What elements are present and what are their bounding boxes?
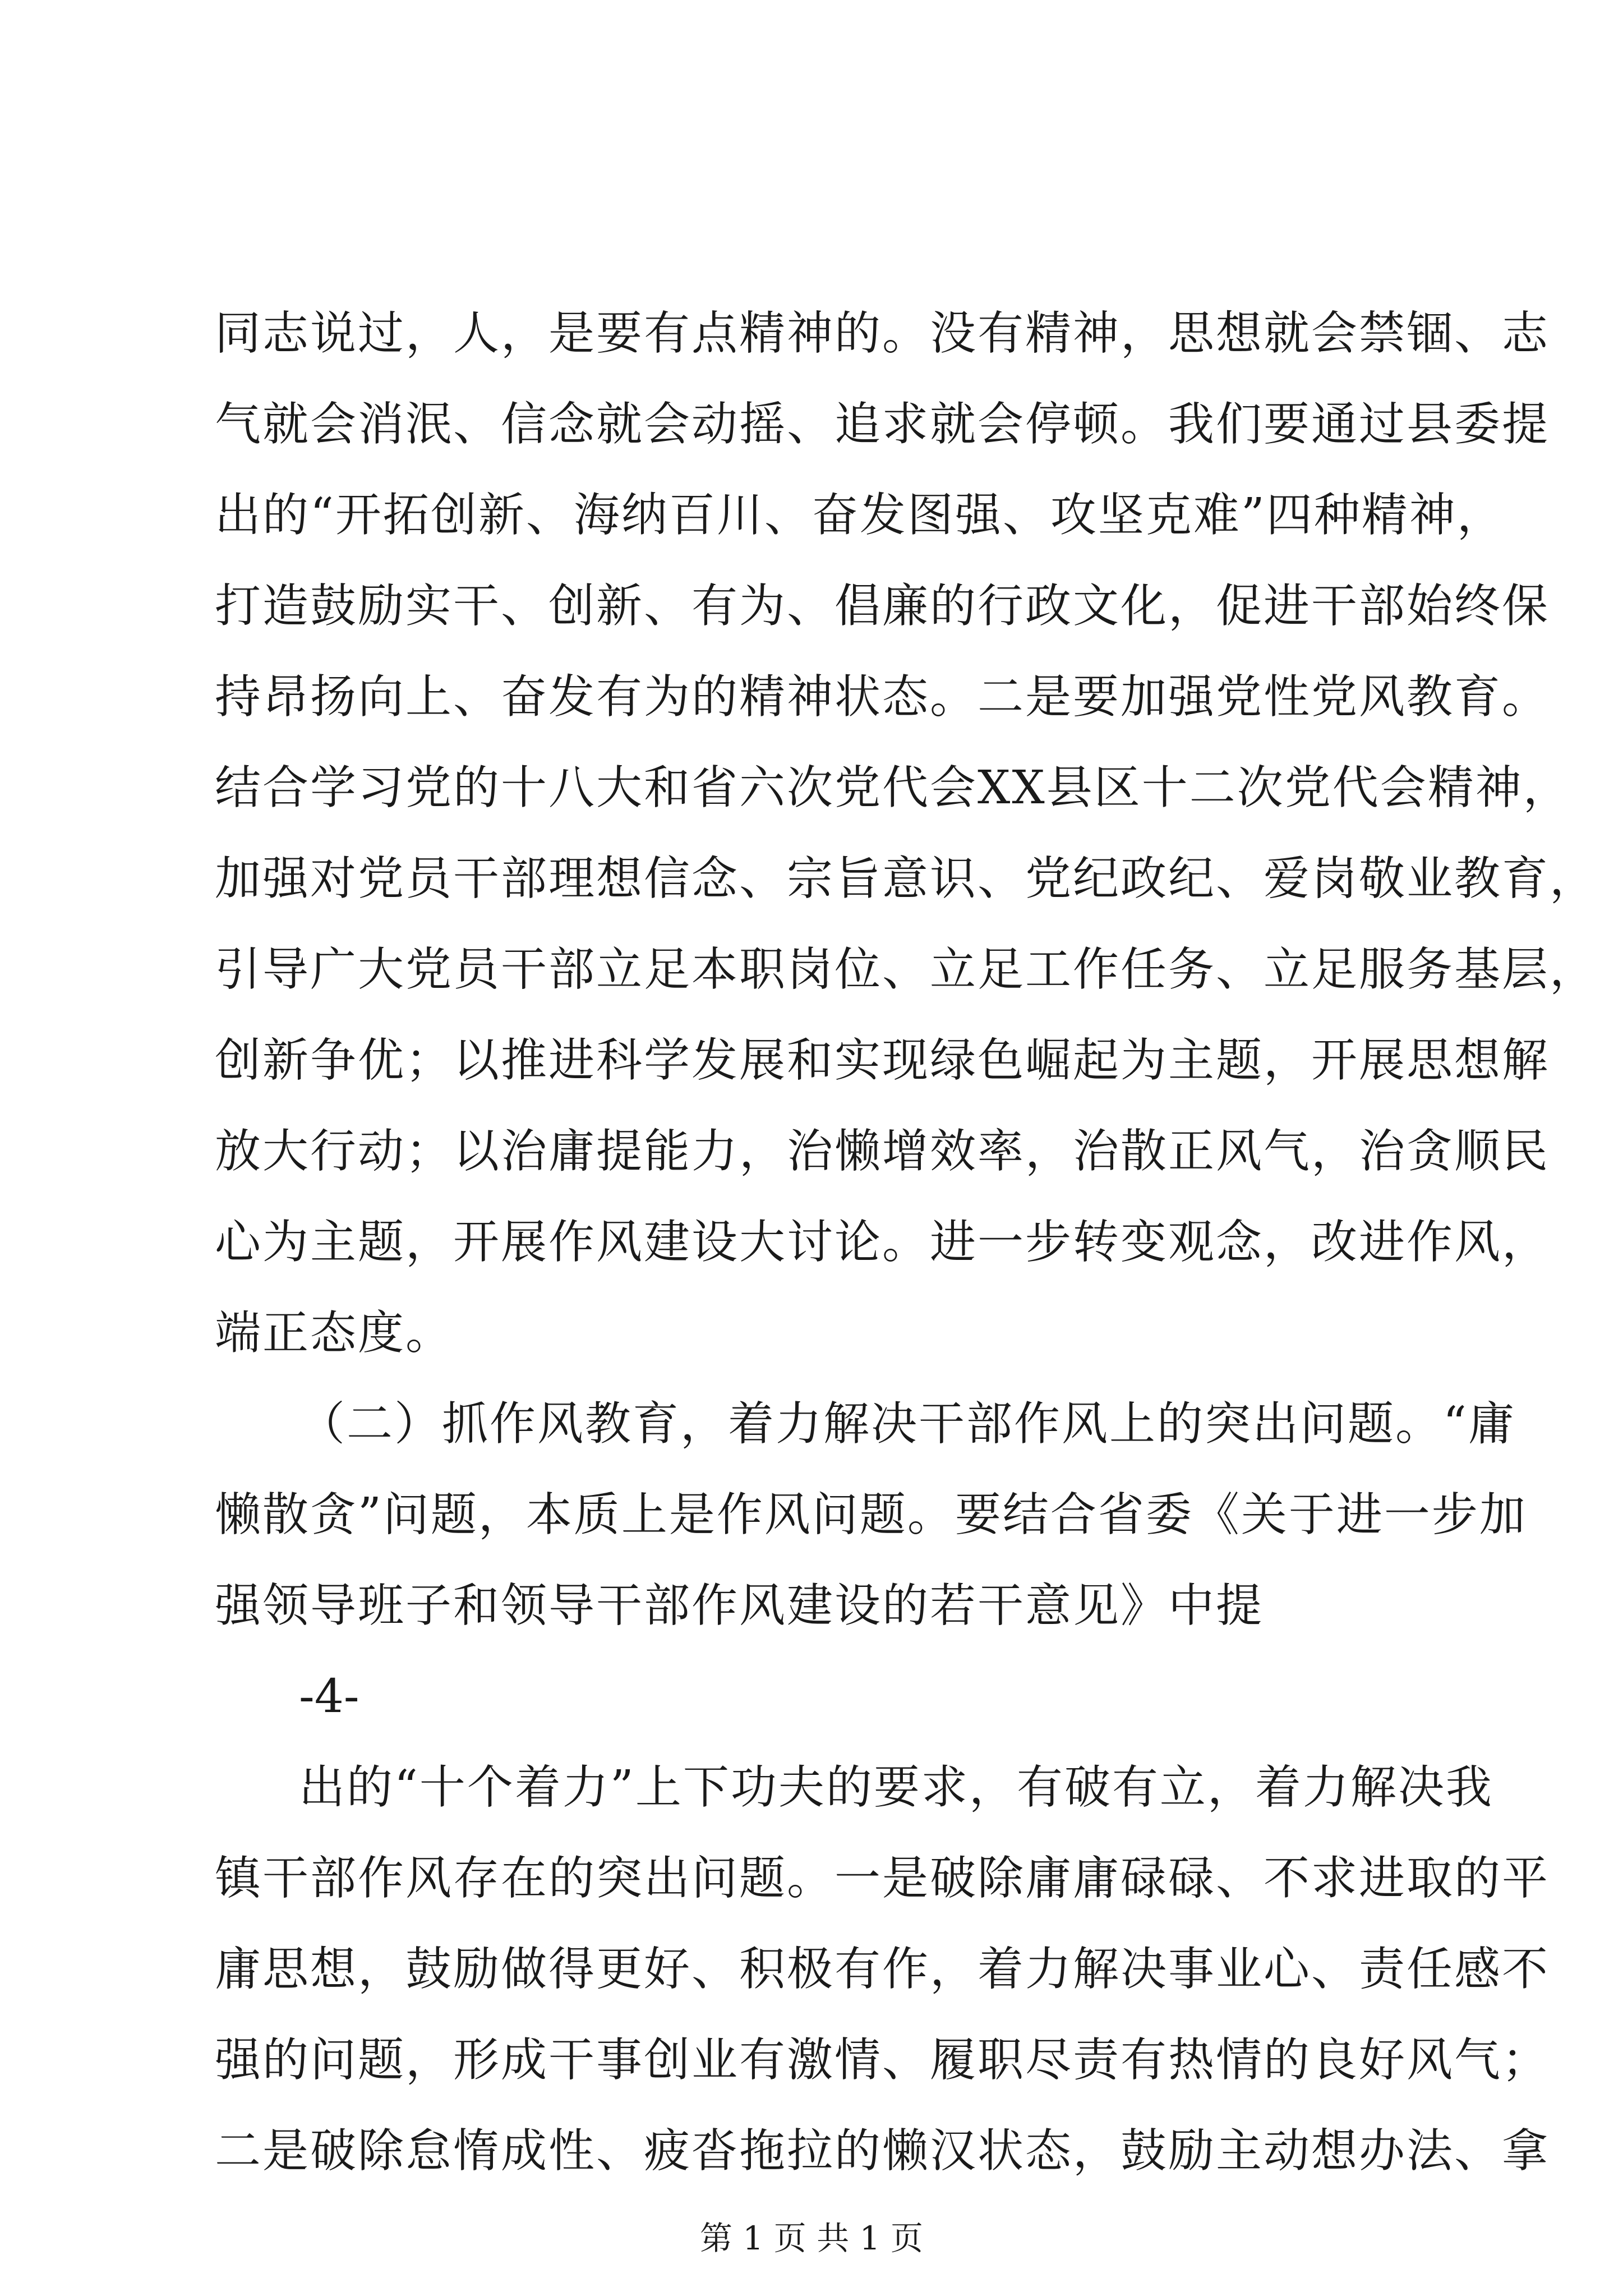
text-line: 心为主题，开展作风建设大讨论。进一步转变观念，改进作风， [215, 1216, 1550, 1269]
text-line: 端正态度。 [215, 1306, 454, 1360]
text-line: 同志说过，人，是要有点精神的。没有精神，思想就会禁锢、志 [215, 307, 1550, 360]
text-line: 加强对党员干部理想信念、宗旨意识、党纪政纪、爱岗敬业教育， [215, 852, 1598, 905]
text-line: 引导广大党员干部立足本职岗位、立足工作任务、立足服务基层， [215, 943, 1598, 996]
text-line: 持昂扬向上、奋发有为的精神状态。二是要加强党性党风教育。 [215, 670, 1550, 724]
text-line: 结合学习党的十八大和省六次党代会XX县区十二次党代会精神， [215, 761, 1571, 815]
text-line: 打造鼓励实干、创新、有为、倡廉的行政文化，促进干部始终保 [215, 579, 1550, 633]
text-line: 出的“十个着力”上下功夫的要求，有破有立，着力解决我 [299, 1761, 1493, 1814]
text-line: 强领导班子和领导干部作风建设的若干意见》中提 [215, 1579, 1264, 1632]
text-line: 出的“开拓创新、海纳百川、奋发图强、攻坚克难”四种精神， [215, 489, 1505, 542]
text-line: 庸思想，鼓励做得更好、积极有作，着力解决事业心、责任感不 [215, 1943, 1550, 1996]
text-line: 二是破除怠惰成性、疲沓拖拉的懒汉状态，鼓励主动想办法、拿 [215, 2124, 1550, 2178]
text-line: 镇干部作风存在的突出问题。一是破除庸庸碌碌、不求进取的平 [215, 1852, 1550, 1905]
text-line: 强的问题，形成干事创业有激情、履职尽责有热情的良好风气； [215, 2033, 1550, 2087]
page-marker: -4- [299, 1670, 359, 1723]
text-line: （二）抓作风教育，着力解决干部作风上的突出问题。“庸 [299, 1397, 1516, 1451]
text-line: 创新争优；以推进科学发展和实现绿色崛起为主题，开展思想解 [215, 1034, 1550, 1087]
text-line: 放大行动；以治庸提能力，治懒增效率，治散正风气，治贪顺民 [215, 1125, 1550, 1178]
page-footer: 第 1 页 共 1 页 [700, 2219, 923, 2257]
text-line: 懒散贪”问题，本质上是作风问题。要结合省委《关于进一步加 [215, 1488, 1527, 1542]
text-line: 气就会消泯、信念就会动摇、追求就会停顿。我们要通过县委提 [215, 398, 1550, 451]
